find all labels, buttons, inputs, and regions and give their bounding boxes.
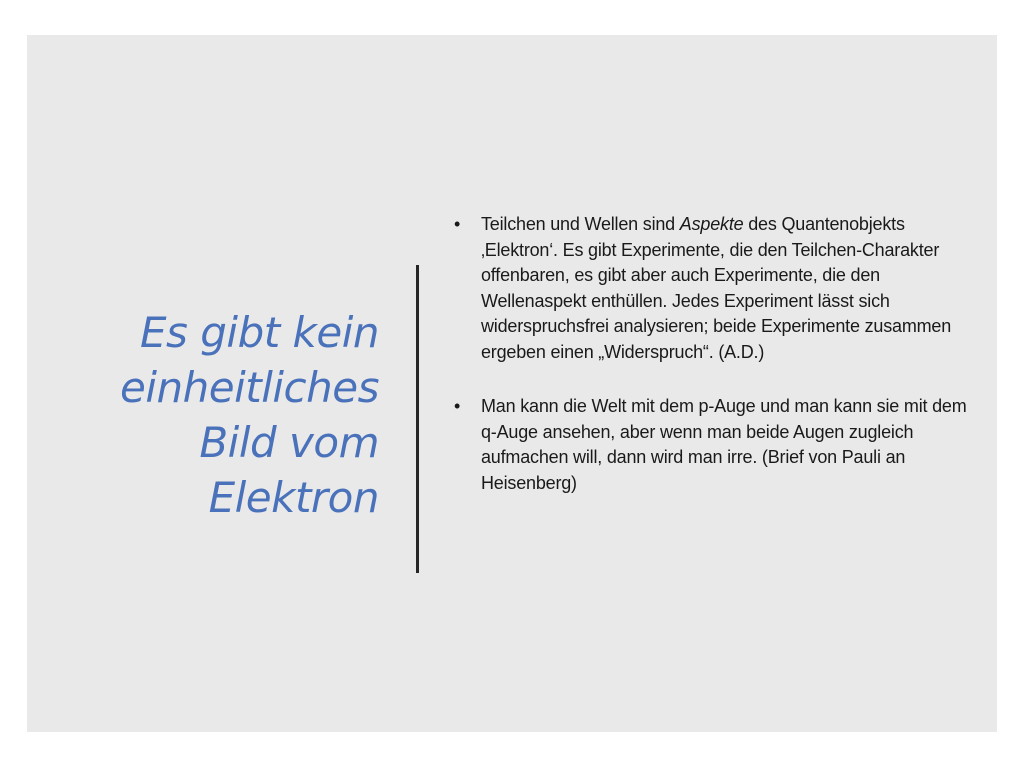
bullet-item-particles-waves <box>454 212 974 365</box>
title-line: Elektron <box>208 473 379 522</box>
title-line: Es gibt kein <box>139 308 379 357</box>
bullet-text-before: Teilchen und Wellen sind <box>481 214 680 234</box>
bullet-marker: • <box>454 396 461 416</box>
slide <box>27 35 997 732</box>
bullet-list <box>454 212 974 496</box>
bullet-text-after: des Quantenobjekts ‚Elektron‘. Es gibt Experimente, die den Teilchen-Charakter offenbaren, es gibt aber auch Experimente, die den Wellenaspekt enthüllen. Jedes Experiment lässt sich widerspruchsfrei analysieren; beide Experimente zusammen ergeben einen „Widerspruch“. (A.D.) <box>481 214 952 362</box>
title-line: Bild vom <box>199 418 379 467</box>
bullet-text <box>481 214 951 362</box>
bullet-marker: • <box>454 214 461 234</box>
vertical-divider <box>416 265 419 573</box>
slide-title <box>67 305 379 525</box>
bullet-text: Man kann die Welt mit dem p-Auge und man kann sie mit dem q-Auge ansehen, aber wenn man beide Augen zugleich aufmachen will, dann wird man irre. (Brief von Pauli an Heisenberg) <box>481 396 967 493</box>
bullet-text-emphasis: Aspekte <box>679 214 744 234</box>
title-line: einheitliches <box>120 363 379 412</box>
bullet-item-pauli-quote <box>454 394 974 496</box>
